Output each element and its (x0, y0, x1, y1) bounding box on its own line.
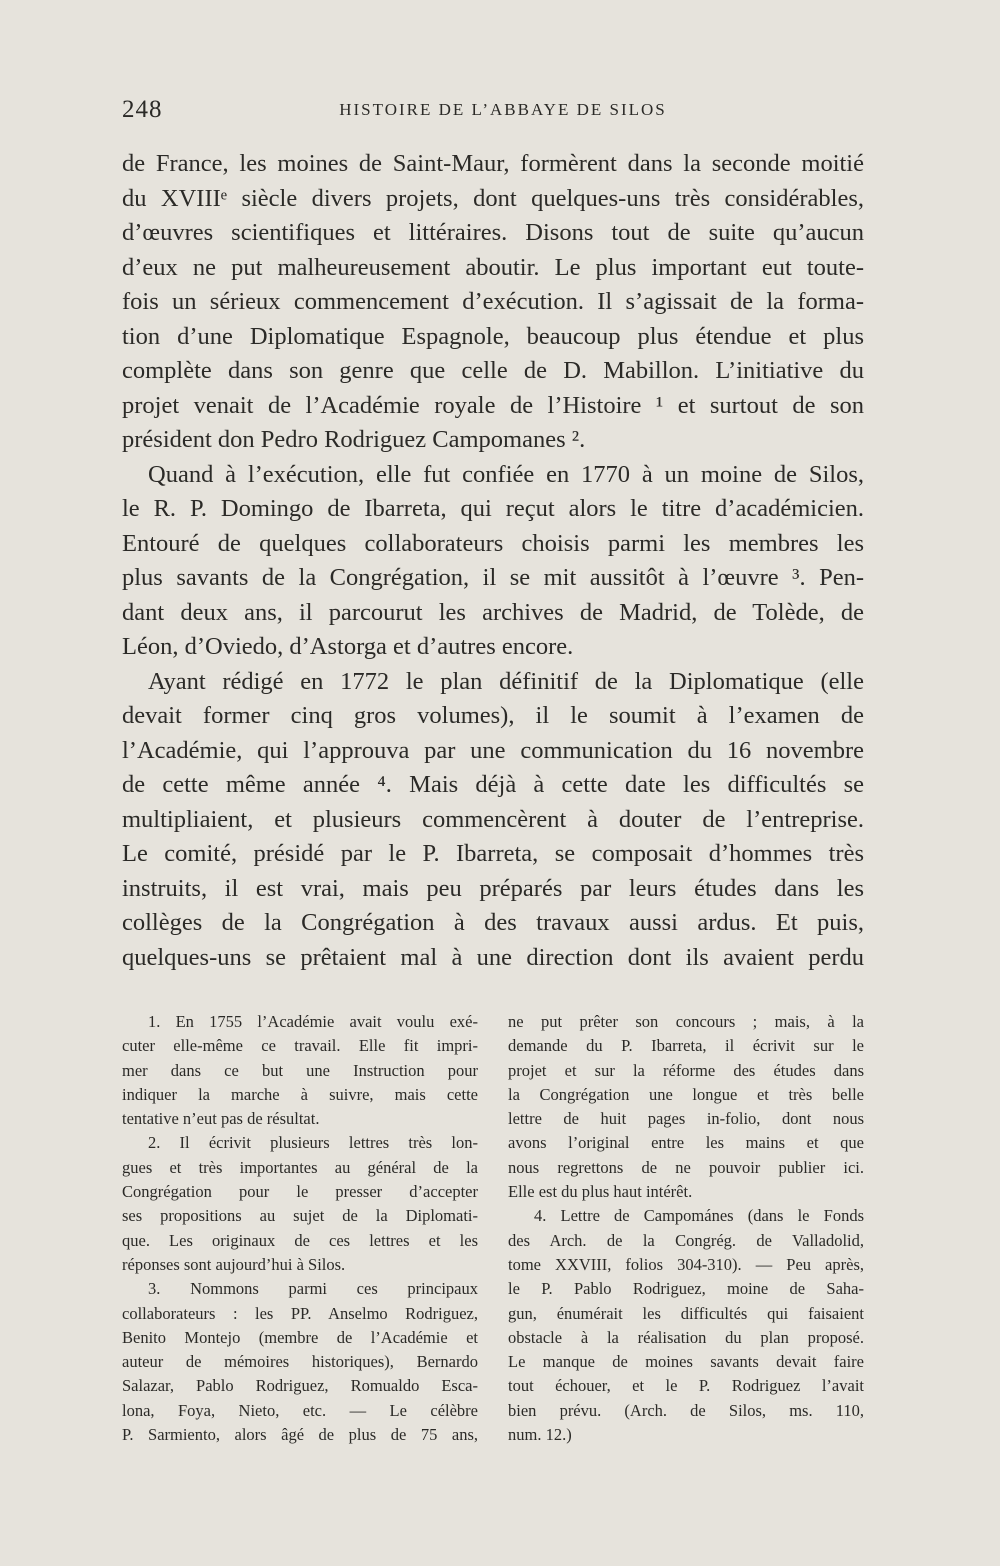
main-text (122, 147, 864, 975)
footnote-line: 2. Il écrivit plusieurs lettres très lon- (148, 1133, 478, 1153)
footnote-line: cuter elle-même ce travail. Elle fit impri- (122, 1036, 478, 1056)
page-number: 248 (122, 96, 163, 123)
footnote-line: tome XXVIII, folios 304-310). — Peu après, (508, 1254, 864, 1274)
text-line: Quand à l’exécution, elle fut confiée en 1770 à un moine de Silos, (148, 460, 864, 488)
footnote-line: bien prévu. (Arch. de Silos, ms. 110, (508, 1400, 864, 1420)
text-line: projet venait de l’Académie royale de l’Histoire ¹ et surtout de son (122, 391, 864, 419)
text-line: dant deux ans, il parcourut les archives de Madrid, de Tolède, de (122, 598, 864, 626)
footnote-line: avons l’original entre les mains et que (508, 1133, 864, 1153)
footnote-line: mer dans ce but une Instruction pour (122, 1060, 478, 1080)
footnote-line: Benito Montejo (membre de l’Académie et (122, 1327, 478, 1347)
text-line: quelques-uns se prêtaient mal à une direction dont ils avaient perdu (122, 943, 864, 971)
text-line: Entouré de quelques collaborateurs choisis parmi les membres les (122, 529, 864, 557)
page-header (122, 96, 864, 132)
footnote-line: 4. Lettre de Campománes (dans le Fonds (534, 1206, 864, 1226)
text-line: président don Pedro Rodriguez Campomanes ². (122, 426, 586, 453)
text-line: collèges de la Congrégation à des travaux aussi ardus. Et puis, (122, 909, 864, 936)
footnote-line: P. Sarmiento, alors âgé de plus de 75 ans, (122, 1425, 478, 1445)
footnote-line: le P. Pablo Rodriguez, moine de Saha- (508, 1279, 864, 1299)
text-line: complète dans son genre que celle de D. Mabillon. L’initiative du (122, 357, 864, 384)
text-line: tion d’une Diplomatique Espagnole, beaucoup plus étendue et plus (122, 322, 864, 350)
footnote-line: lettre de huit pages in-folio, dont nous (508, 1109, 864, 1129)
footnote-line: 3. Nommons parmi ces principaux (148, 1279, 478, 1299)
footnote-line: auteur de mémoires historiques), Bernardo (122, 1352, 478, 1372)
footnote-line: num. 12.) (508, 1425, 572, 1445)
footnote-line: ne put prêter son concours ; mais, à la (508, 1012, 864, 1031)
footnote-line: collaborateurs : les PP. Anselmo Rodriguez, (122, 1303, 478, 1323)
text-line: plus savants de la Congrégation, il se mit aussitôt à l’œuvre ³. Pen- (122, 564, 864, 591)
text-line: d’œuvres scientifiques et littéraires. Disons tout de suite qu’aucun (122, 219, 864, 246)
footnote-line: projet et sur la réforme des études dans (508, 1060, 864, 1080)
text-line: instruits, il est vrai, mais peu préparés par leurs études dans les (122, 874, 864, 902)
footnote-line: tentative n’eut pas de résultat. (122, 1109, 320, 1129)
text-line: devait former cinq gros volumes), il le soumit à l’examen de (122, 702, 864, 729)
footnote-line: que. Les originaux de ces lettres et les (122, 1230, 478, 1250)
text-line: du XVIIIᵉ siècle divers projets, dont quelques-uns très considérables, (122, 184, 864, 212)
text-line: multipliaient, et plusieurs commencèrent à douter de l’entreprise. (122, 805, 864, 833)
footnote-line: tout échouer, et le P. Rodriguez l’avait (508, 1376, 864, 1396)
footnote-line: gun, énumérait les difficultés qui faisaient (508, 1303, 864, 1323)
footnote-line: Salazar, Pablo Rodriguez, Romualdo Esca- (122, 1376, 478, 1396)
text-line: fois un sérieux commencement d’exécution. Il s’agissait de la forma- (122, 288, 864, 315)
text-line: de France, les moines de Saint-Maur, formèrent dans la seconde moitié (122, 150, 864, 177)
footnote-line: demande du P. Ibarreta, il écrivit sur le (508, 1036, 864, 1056)
footnote-line: Le manque de moines savants devait faire (508, 1352, 864, 1372)
footnote-line: indiquer la marche à suivre, mais cette (122, 1084, 478, 1104)
text-line: l’Académie, qui l’approuva par une communication du 16 novembre (122, 736, 864, 764)
footnote-line: 1. En 1755 l’Académie avait voulu exé- (148, 1012, 478, 1031)
footnote-line: ses propositions au sujet de la Diplomati- (122, 1206, 478, 1226)
running-title: HISTOIRE DE L’ABBAYE DE SILOS (339, 100, 667, 119)
footnote-line: lona, Foya, Nieto, etc. — Le célèbre (122, 1400, 478, 1420)
text-line: d’eux ne put malheureusement aboutir. Le plus important eut toute- (122, 253, 864, 281)
footnote-line: réponses sont aujourd’hui à Silos. (122, 1254, 346, 1274)
text-line: le R. P. Domingo de Ibarreta, qui reçut alors le titre d’académicien. (122, 495, 864, 522)
footnote-line: Congrégation pour le presser d’accepter (122, 1182, 478, 1202)
footnotes-right-column (508, 1010, 864, 1447)
footnote-line: obstacle à la réalisation du plan proposé. (508, 1327, 864, 1347)
footnote-line: nous regrettons de ne pouvoir publier ici. (508, 1157, 864, 1177)
text-line: Le comité, présidé par le P. Ibarreta, se composait d’hommes très (122, 840, 864, 867)
footnotes-left-column (122, 1010, 478, 1447)
text-line: Ayant rédigé en 1772 le plan définitif de la Diplomatique (elle (148, 667, 864, 695)
footnote-line: gues et très importantes au général de la (122, 1157, 478, 1177)
footnote-line: Elle est du plus haut intérêt. (508, 1182, 693, 1202)
text-line: Léon, d’Oviedo, d’Astorga et d’autres encore. (122, 633, 574, 660)
footnote-line: la Congrégation une longue et très belle (508, 1084, 864, 1104)
text-line: de cette même année ⁴. Mais déjà à cette date les difficultés se (122, 771, 864, 798)
footnote-line: des Arch. de la Congrég. de Valladolid, (508, 1230, 864, 1250)
